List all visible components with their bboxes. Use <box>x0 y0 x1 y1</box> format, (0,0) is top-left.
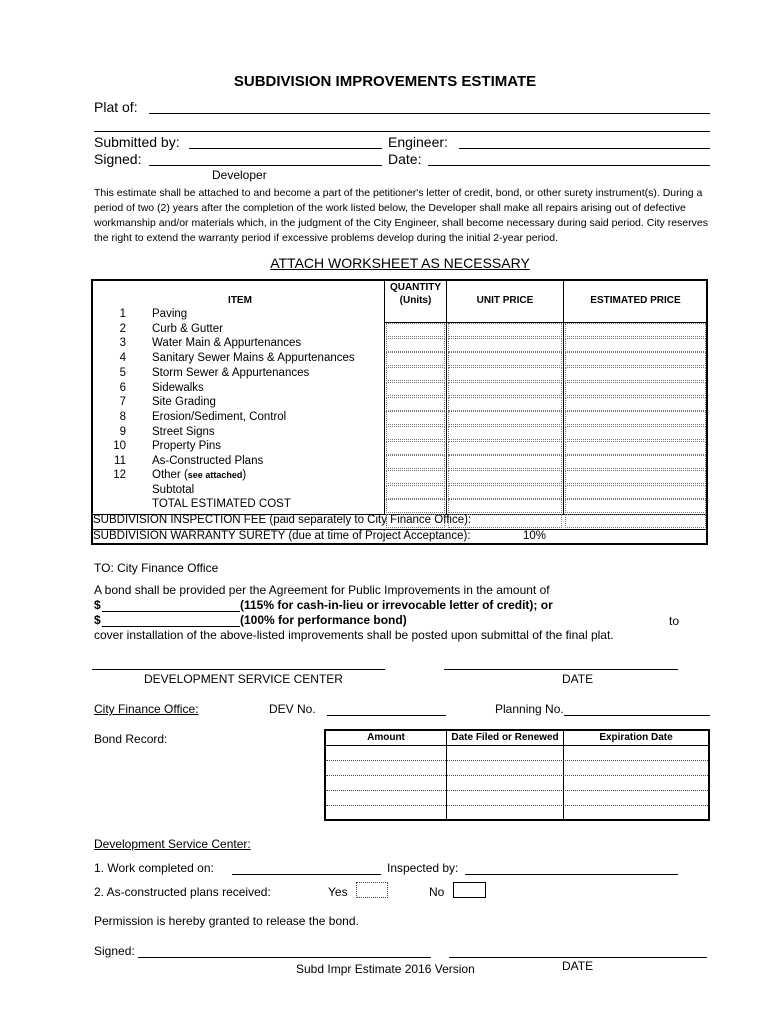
col-header-estimated-price: ESTIMATED PRICE <box>590 295 681 306</box>
bond-row-divider <box>326 775 708 776</box>
item-label: Property Pins <box>152 440 222 452</box>
dsc-signature-line[interactable] <box>92 669 385 670</box>
finance-office-heading: City Finance Office: <box>94 702 199 716</box>
engineer-label: Engineer: <box>388 134 448 150</box>
col-header-unit-price: UNIT PRICE <box>476 295 534 306</box>
dsc-date-line[interactable] <box>444 669 678 670</box>
submitted-by-field[interactable] <box>189 148 382 149</box>
estimated-price-cell[interactable] <box>565 323 706 337</box>
footer-version: Subd Impr Estimate 2016 Version <box>296 962 475 976</box>
permission-text: Permission is hereby granted to release the bond. <box>94 914 359 928</box>
plat-label: Plat of: <box>94 99 138 115</box>
page-title: SUBDIVISION IMPROVEMENTS ESTIMATE <box>233 73 537 90</box>
estimated-price-cell[interactable] <box>565 499 706 513</box>
unit-price-cell[interactable] <box>448 397 562 411</box>
dsc-heading: Development Service Center: <box>94 837 251 851</box>
quantity-cell[interactable] <box>386 441 445 455</box>
submitted-by-label: Submitted by: <box>94 134 180 150</box>
signed-field[interactable] <box>149 165 382 166</box>
item-number: 6 <box>119 382 126 394</box>
item-number: 12 <box>113 469 126 481</box>
bond-col-date-filed: Date Filed or Renewed <box>451 732 559 743</box>
estimated-price-cell[interactable] <box>565 338 706 352</box>
item-number: 1 <box>119 308 126 320</box>
quantity-cell[interactable] <box>386 455 445 469</box>
item-number: 2 <box>119 323 126 335</box>
unit-price-cell[interactable] <box>448 441 562 455</box>
item-label: Sanitary Sewer Mains & Appurtenances <box>152 352 355 364</box>
work-completed-field[interactable] <box>232 874 381 875</box>
item-number: 7 <box>119 396 126 408</box>
quantity-cell[interactable] <box>386 352 445 366</box>
item-label: Erosion/Sediment, Control <box>152 411 287 423</box>
final-signed-label: Signed: <box>94 944 135 958</box>
amount-100-field[interactable] <box>102 626 240 627</box>
amount-115-field[interactable] <box>102 611 240 612</box>
bond-line-100: (100% for performance bond) <box>240 613 407 627</box>
unit-price-cell[interactable] <box>448 426 562 440</box>
item-label: Paving <box>152 308 188 320</box>
signed-label: Signed: <box>94 151 142 167</box>
date-field[interactable] <box>428 165 710 166</box>
bond-line-1: A bond shall be provided per the Agreement for Public Improvements in the amount of <box>94 583 550 597</box>
unit-price-cell[interactable] <box>448 352 562 366</box>
bond-row-divider <box>326 745 708 746</box>
item-number: 10 <box>113 440 126 452</box>
estimated-price-cell[interactable] <box>565 470 706 484</box>
estimated-price-cell[interactable] <box>565 514 706 528</box>
item-label: Curb & Gutter <box>152 323 223 335</box>
quantity-cell[interactable] <box>386 397 445 411</box>
asconstructed-label: 2. As-constructed plans received: <box>94 885 271 899</box>
notice-paragraph: This estimate shall be attached to and become a part of the petitioner's letter of credit, bond, or other surety instrument(s). During a period of two (2) years after the completion of the work listed below, the Developer shall make all repairs arising out of defective workmanship and/or materials which, in the judgment of the City Engineer, shall become necessary during said period. City reserves the right to extend the warranty period if excessive problems develop during the initial 2-year period. <box>94 187 708 244</box>
item-label: Street Signs <box>152 426 215 438</box>
unit-price-cell[interactable] <box>448 382 562 396</box>
dsc-date-caption: DATE <box>562 672 594 686</box>
unit-price-cell[interactable] <box>448 485 562 499</box>
worksheet-heading: ATTACH WORKSHEET AS NECESSARY <box>270 255 530 271</box>
estimated-price-cell[interactable] <box>565 411 706 425</box>
quantity-cell[interactable] <box>386 411 445 425</box>
dollar-sign-2: $ <box>94 613 101 627</box>
plat-field-line-2[interactable] <box>94 131 710 132</box>
item-label: Site Grading <box>152 396 216 408</box>
bond-to-word: to <box>669 614 680 628</box>
to-finance-office: TO: City Finance Office <box>94 561 219 575</box>
developer-caption: Developer <box>212 168 267 182</box>
final-signed-field[interactable] <box>138 957 431 958</box>
planning-no-field[interactable] <box>564 715 710 716</box>
item-label: As-Constructed Plans <box>152 455 264 467</box>
item-number: 8 <box>119 411 126 423</box>
total-label: TOTAL ESTIMATED COST <box>152 498 291 510</box>
dev-no-label: DEV No. <box>269 702 316 716</box>
bond-line-115: (115% for cash-in-lieu or irrevocable letter of credit); or <box>240 598 553 612</box>
item-number: 11 <box>114 455 126 467</box>
inspected-by-label: Inspected by: <box>387 861 459 875</box>
quantity-cell[interactable] <box>386 382 445 396</box>
bond-row-divider <box>326 805 708 806</box>
quantity-cell[interactable] <box>386 499 445 513</box>
dsc-caption: DEVELOPMENT SERVICE CENTER <box>144 672 343 686</box>
col-header-units: (Units) <box>399 295 432 306</box>
no-checkbox[interactable] <box>453 882 486 898</box>
item-label-other <box>152 469 246 481</box>
final-date-field[interactable] <box>449 957 707 958</box>
quantity-cell[interactable] <box>386 338 445 352</box>
date-label: Date: <box>388 151 422 167</box>
col-header-quantity: QUANTITY <box>389 282 442 293</box>
bond-record-label: Bond Record: <box>94 732 168 746</box>
estimated-price-cell[interactable] <box>565 352 706 366</box>
yes-checkbox[interactable] <box>356 882 388 898</box>
quantity-cell[interactable] <box>386 485 445 499</box>
estimated-price-cell[interactable] <box>565 455 706 469</box>
work-completed-label: 1. Work completed on: <box>94 861 214 875</box>
other-close: ) <box>242 469 247 481</box>
estimated-price-cell[interactable] <box>565 367 706 381</box>
quantity-cell[interactable] <box>386 426 445 440</box>
estimated-price-cell[interactable] <box>565 485 706 499</box>
item-number: 3 <box>119 337 126 349</box>
bond-col-expiration: Expiration Date <box>599 732 673 743</box>
inspected-by-field[interactable] <box>465 874 678 875</box>
quantity-cell[interactable] <box>386 470 445 484</box>
unit-price-cell[interactable] <box>448 367 562 381</box>
estimated-price-cell[interactable] <box>565 426 706 440</box>
final-date-caption: DATE <box>562 959 594 973</box>
item-label: Water Main & Appurtenances <box>152 337 302 349</box>
other-label: Other ( <box>152 469 188 481</box>
plat-field[interactable] <box>149 113 710 114</box>
table-col-divider <box>563 281 564 515</box>
planning-no-label: Planning No. <box>495 702 564 716</box>
estimated-price-cell[interactable] <box>565 441 706 455</box>
item-number: 5 <box>119 367 126 379</box>
unit-price-cell[interactable] <box>448 470 562 484</box>
item-number: 4 <box>119 352 126 364</box>
unit-price-cell[interactable] <box>448 411 562 425</box>
no-label: No <box>429 885 445 899</box>
estimated-price-cell[interactable] <box>565 397 706 411</box>
item-label: Sidewalks <box>152 382 204 394</box>
dollar-sign-1: $ <box>94 598 101 612</box>
unit-price-cell[interactable] <box>448 323 562 337</box>
bond-row-divider <box>326 790 708 791</box>
other-note: see attached <box>187 470 243 480</box>
quantity-cell[interactable] <box>386 323 445 337</box>
dev-no-field[interactable] <box>327 715 446 716</box>
yes-label: Yes <box>328 885 348 899</box>
item-number: 9 <box>119 426 126 438</box>
unit-price-cell[interactable] <box>448 338 562 352</box>
quantity-cell[interactable] <box>386 367 445 381</box>
bond-col-amount: Amount <box>367 732 405 743</box>
col-header-item: ITEM <box>228 295 252 306</box>
table-col-divider <box>384 281 385 515</box>
bond-row-divider <box>326 760 708 761</box>
table-col-divider <box>446 281 447 515</box>
bond-line-4: cover installation of the above-listed improvements shall be posted upon submittal of the final plat. <box>94 628 614 642</box>
unit-price-cell[interactable] <box>448 455 562 469</box>
estimated-price-cell[interactable] <box>565 382 706 396</box>
warranty-percent: 10% <box>523 530 547 542</box>
item-label: Storm Sewer & Appurtenances <box>152 367 310 379</box>
warranty-surety-label: SUBDIVISION WARRANTY SURETY (due at time of Project Acceptance): <box>93 530 471 542</box>
engineer-field[interactable] <box>459 148 710 149</box>
subtotal-label: Subtotal <box>152 484 195 496</box>
unit-price-cell[interactable] <box>448 499 562 513</box>
inspection-fee-label: SUBDIVISION INSPECTION FEE (paid separately to City Finance Office): <box>93 514 472 526</box>
